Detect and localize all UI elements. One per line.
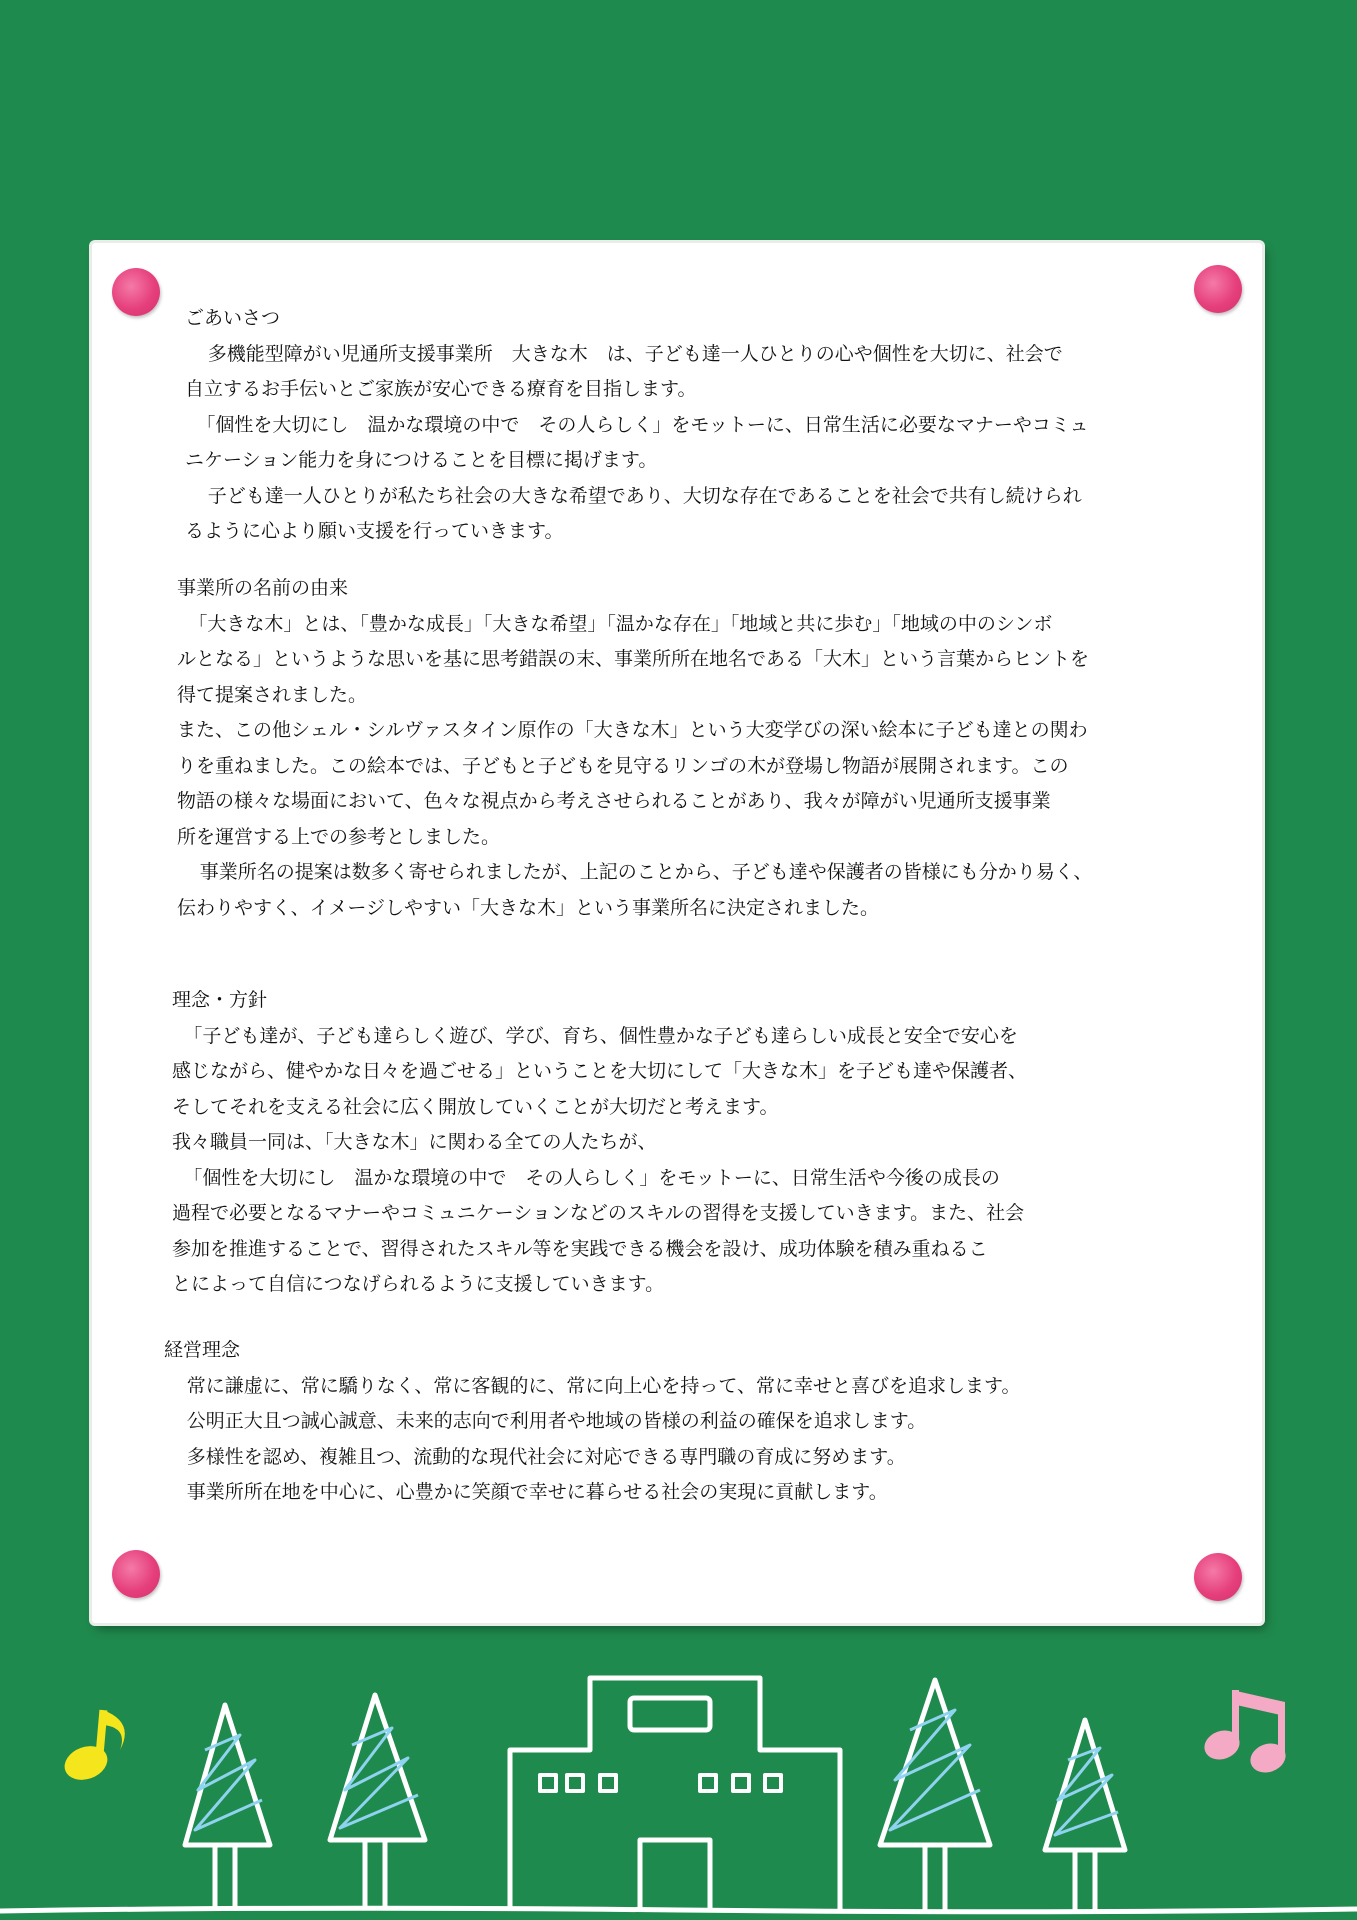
greeting-line: るように心より願い支援を行っていきます。 — [185, 520, 564, 542]
name-origin-line: 得て提案されました。 — [177, 683, 368, 706]
philosophy-title: 理念・方針 — [172, 989, 268, 1011]
greeting-line: 「個性を大切にし 温かな環境の中で その人らしく」をモットーに、日常生活に必要なマナーやコミュ — [196, 413, 1089, 436]
name-origin-line: りを重ねました。この絵本では、子どもと子どもを見守るリンゴの木が登場し物語が展開されます。この — [177, 754, 1069, 777]
greeting-title: ごあいさつ — [185, 307, 281, 329]
philosophy-line: 過程で必要となるマナーやコミュニケーションなどのスキルの習得を支援していきます。また、社会 — [172, 1202, 1025, 1224]
name-origin-line: また、この他シェル・シルヴァスタイン原作の「大きな木」という大変学びの深い絵本に子ども達との関わ — [177, 719, 1088, 741]
school-building-illustration — [510, 1678, 840, 1910]
tree-illustration — [880, 1680, 990, 1910]
management-line: 常に謙虚に、常に驕りなく、常に客観的に、常に向上心を持って、常に幸せと喜びを追求します。 — [186, 1374, 1021, 1397]
management-title: 経営理念 — [164, 1339, 241, 1361]
philosophy-line: 「個性を大切にし 温かな環境の中で その人らしく」をモットーに、日常生活や今後の成長の — [183, 1166, 1000, 1189]
name-origin-line: 物語の様々な場面において、色々な視点から考えさせられることがあり、我々が障がい児通所支援事業 — [177, 790, 1051, 812]
philosophy-line: 参加を推進することで、習得されたスキル等を実践できる機会を設け、成功体験を積み重ねるこ — [172, 1237, 988, 1260]
tree-illustration — [1045, 1720, 1125, 1910]
greeting-line: 自立するお手伝いとご家族が安心できる療育を目指します。 — [185, 378, 697, 400]
tree-illustration — [330, 1695, 425, 1910]
management-section — [164, 1333, 1184, 1511]
philosophy-line: 感じながら、健やかな日々を過ごせる」ということを大切にして「大きな木」を子ども達や保護者、 — [172, 1060, 1028, 1082]
tree-illustration — [185, 1705, 270, 1910]
chalk-scene-illustration — [0, 1630, 1357, 1920]
name-origin-line: 「大きな木」とは、「豊かな成長」「大きな希望」「温かな存在」「地域と共に歩む」「地域の中のシンボ — [188, 612, 1053, 635]
philosophy-section — [172, 983, 1192, 1303]
management-line: 事業所所在地を中心に、心豊かに笑顔で幸せに暮らせる社会の実現に貢献します。 — [186, 1481, 888, 1503]
name-origin-line: 所を運営する上での参考としました。 — [177, 825, 501, 848]
name-origin-line: ルとなる」というような思いを基に思考錯誤の末、事業所所在地名である「大木」という言葉からヒントを — [177, 648, 1090, 670]
philosophy-line: とによって自信につなげられるように支援していきます。 — [172, 1273, 665, 1295]
greeting-line: 子ども達一人ひとりが私たち社会の大きな希望であり、大切な存在であることを社会で共有し続けられ — [207, 484, 1082, 507]
name-origin-line: 伝わりやすく、イメージしやすい「大きな木」という事業所名に決定されました。 — [177, 896, 880, 919]
name-origin-title: 事業所の名前の由来 — [177, 577, 349, 599]
management-line: 多様性を認め、複雑且つ、流動的な現代社会に対応できる専門職の育成に努めます。 — [186, 1445, 906, 1468]
name-origin-section — [177, 571, 1197, 926]
greeting-section — [185, 301, 1205, 550]
double-music-note-icon — [1200, 1690, 1289, 1777]
name-origin-line: 事業所名の提案は数多く寄せられましたが、上記のことから、子ども達や保護者の皆様にも分かり易く、 — [199, 861, 1093, 883]
philosophy-line: そしてそれを支える社会に広く開放していくことが大切だと考えます。 — [172, 1095, 779, 1118]
management-line: 公明正大且つ誠心誠意、未来的志向で利用者や地域の皆様の利益の確保を追求します。 — [186, 1410, 927, 1432]
greeting-line: ニケーション能力を身につけることを目標に掲げます。 — [185, 449, 658, 471]
greeting-line: 多機能型障がい児通所支援事業所 大きな木 は、子ども達一人ひとりの心や個性を大切に、社会で — [207, 342, 1063, 365]
philosophy-line: 我々職員一同は、「大きな木」に関わる全ての人たちが、 — [172, 1131, 657, 1153]
ground-line — [0, 1908, 1357, 1912]
notice-paper — [92, 243, 1262, 1623]
philosophy-line: 「子ども達が、子ども達らしく遊び、学び、育ち、個性豊かな子ども達らしい成長と安全で安心を — [183, 1024, 1018, 1047]
music-note-icon — [60, 1710, 125, 1786]
